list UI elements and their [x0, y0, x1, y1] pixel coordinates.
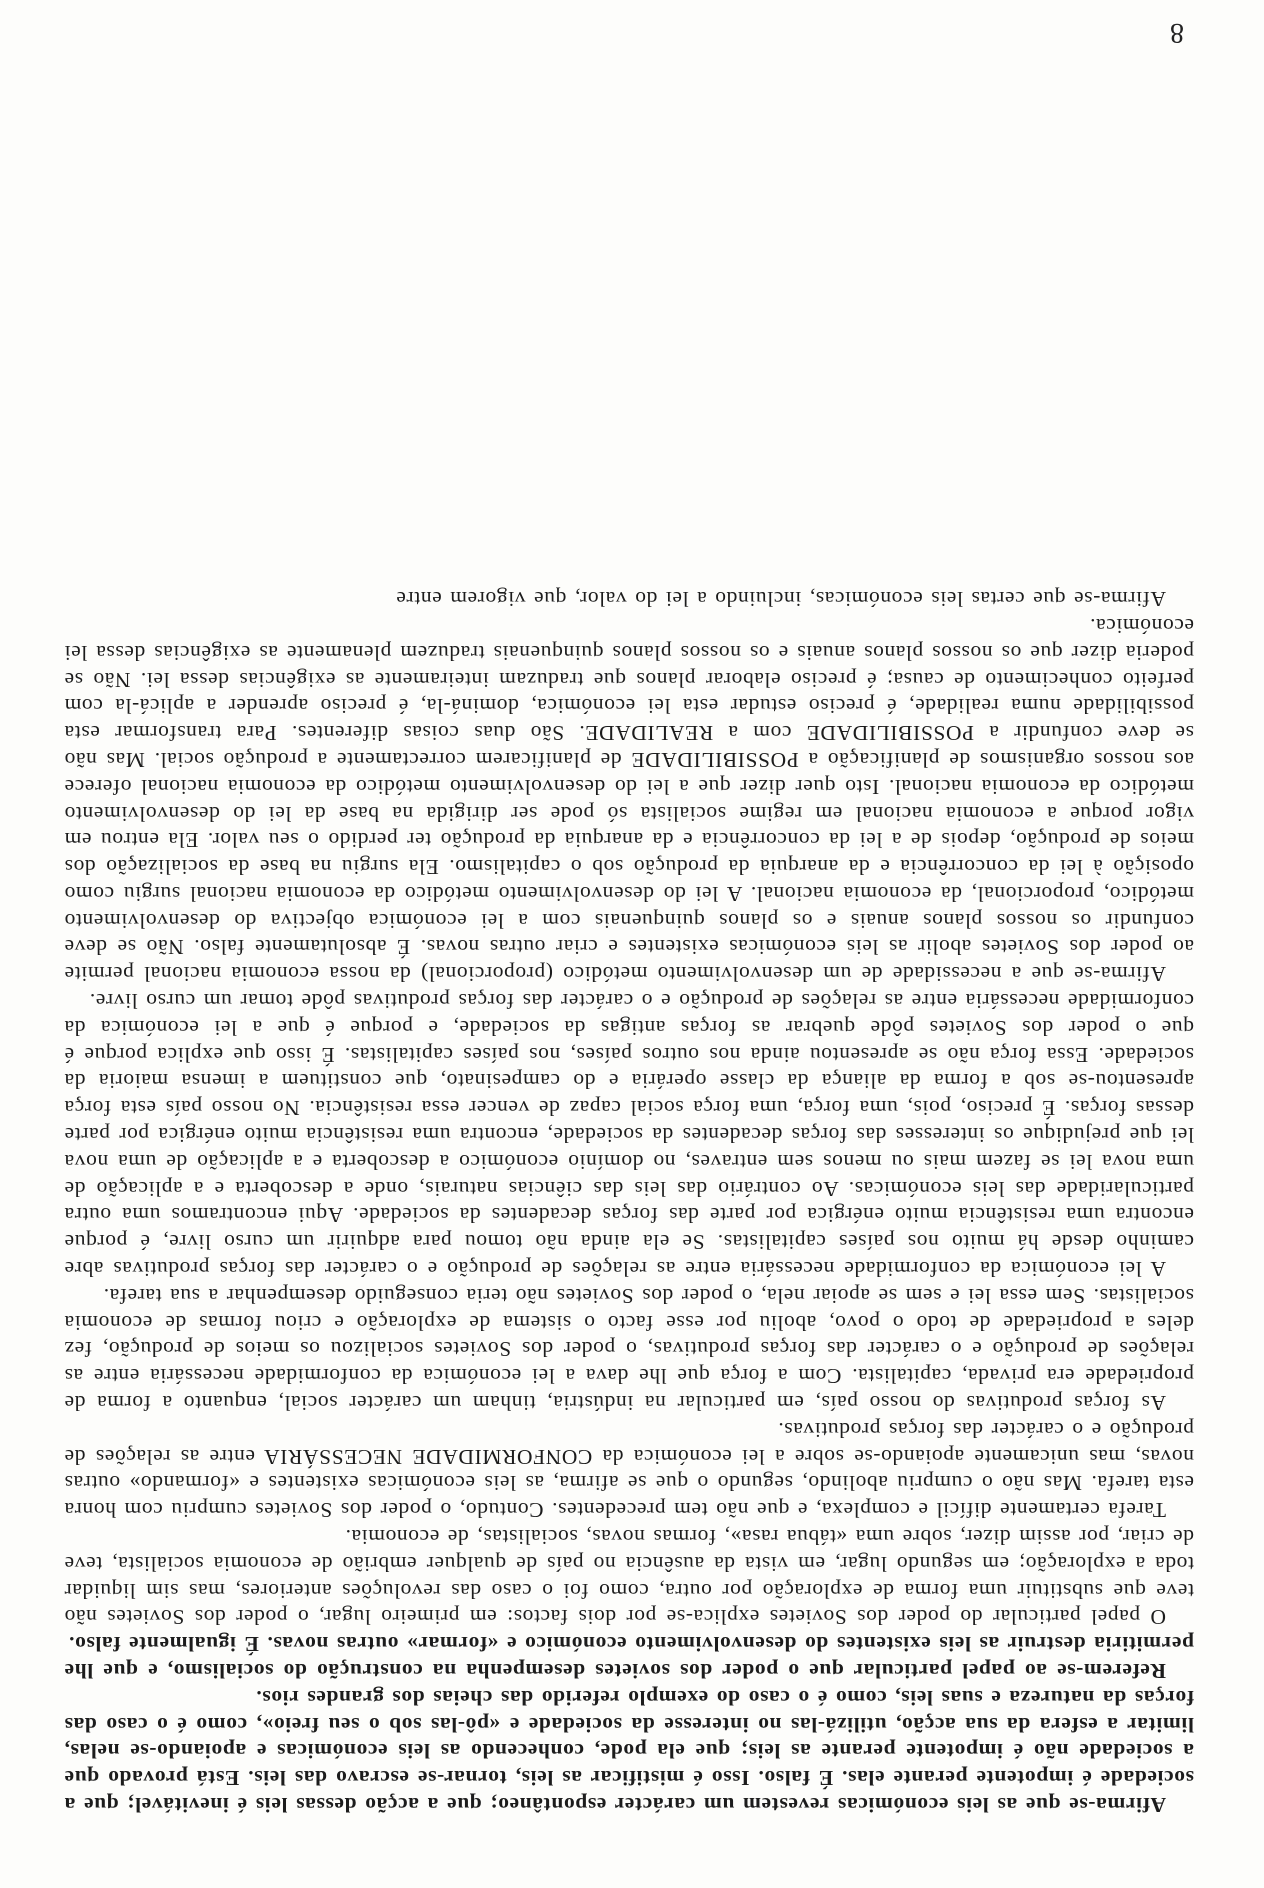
paragraph-2: Referem-se ao papel particular que o poder dos sovietes desempenha na construção do socialismo, e que lhe permitiria destruir as leis existentes do desenvolvimento económico e «formar» outras novas. É igualmente falso. — [64, 1632, 1194, 1684]
paragraph-7: Afirma-se que a necessidade de um desenvolvimento metódico (proporcional) da nossa economia nacional permite ao poder dos Sovietes abolir as leis económicas existentes e criar outras novas. É absolutamente falso. Não se deve confundir os nossos planos anuais e os planos quinquenais com a lei económica objectiva do desenvolvimento metódico, proporcional, da economia nacional. A lei do desenvolvimento metódico da economia nacional surgiu como oposição à lei da concorrência e da anarquia da produção sob o capitalismo. Ela surgiu na base da socialização dos meios de produção, depois de a lei da concorrência e da anarquia da produção ter perdido o seu valor. Ela entrou em vigor porque a economia nacional em regime socialista só pode ser dirigida na base da lei do desenvolvimento metódico da economia nacional. Isto quer dizer que a lei do desenvolvimento metódico da economia nacional oferece aos nossos organismos de planificação a POSSIBILIDADE de planificarem correctamente a produção social. Mas não se deve confundir a POSSIBILIDADE com a REALIDADE. São duas coisas diferentes. Para transformar esta possibilidade numa realidade, é preciso estudar esta lei económica, dominá-la, é preciso aprender a aplicá-la com perfeito conhecimento de causa; é preciso elaborar planos que traduzam inteiramente as exigências dessa lei. Não se poderia dizer que os nossos planos anuais e os nossos planos quinquenais traduzem plenamente as exigências dessa lei económica. — [64, 613, 1194, 987]
paragraph-4: Tarefa certamente difícil e complexa, e que não tem precedentes. Contudo, o poder dos Sovietes cumpriu com honra esta tarefa. Mas não o cumpriu abolindo, segundo o que se afirma, as leis económicas existentes e «formando» outras novas, mas unicamente apoiando-se sobre a lei económica da CONFORMIDADE NECESSÁRIA entre as relações de produção e o carácter das forças produtivas. — [64, 1417, 1194, 1523]
paragraph-5: As forças produtivas do nosso país, em particular na indústria, tinham um carácter social, enquanto a forma de propriedade era privada, capitalista. Com a força que lhe dava a lei económica da conformidade necessária entre as relações de produção e o carácter das forças produtivas, o poder dos Sovietes socializou os meios de produção, fez deles a propriedade de todo o povo, aboliu por esse facto o sistema de exploração e criou formas de economia socialistas. Sem essa lei e sem se apoiar nela, o poder dos Sovietes não teria conseguido desempenhar a sua tarefa. — [64, 1283, 1194, 1416]
paragraph-3: O papel particular do poder dos Sovietes explica-se por dois factos: em primeiro lugar, o poder dos Sovietes não teve que substituir uma forma de exploração por outra, como foi o caso das revoluções anteriores, mas sim liquidar toda a exploração; em segundo lugar, em vista da ausência no país de qualquer embrião de economia socialista, teve de criar, por assim dizer, sobre uma «tábua rasa», formas novas, socialistas, de economia. — [64, 1525, 1194, 1630]
paragraph-6: A lei económica da conformidade necessária entre as relações de produção e o carácter das forças produtivas abre caminho desde há muito nos países capitalistas. Se ela ainda não tomou para adquirir um curso livre, é porque encontra uma resistência muito enérgica por parte das forças decadentes da sociedade. Aqui encontramos uma outra particularidade das leis económicas. Ao contrário das leis das ciências naturais, onde a descoberta e a aplicação de uma nova lei se fazem mais ou menos sem entraves, no domínio económico a descoberta e a aplicação de uma nova lei que prejudique os interesses das forças decadentes da sociedade, encontra uma resistência muito enérgica por parte dessas forças. É preciso, pois, uma força, uma força social capaz de vencer essa resistência. No nosso país esta força apresentou-se sob a forma da aliança da classe operária e do campesinato, que constituem a imensa maioria da sociedade. Essa força não se apresentou ainda nos outros países, nos países capitalistas. É isso que explica porque é que o poder dos Sovietes pôde quebrar as forças antigas da sociedade, e porque é que a lei económica da conformidade necessária entre as relações de produção e o carácter das forças produtivas pôde tomar um curso livre. — [64, 989, 1194, 1282]
paragraph-1: Afirma-se que as leis económicas revestem um carácter espontâneo; que a acção dessas leis é inevitável; que a sociedade é impotente perante elas. É falso. Isso é mistificar as leis, tornar-se escravo das leis. Está provado que a sociedade não é impotente perante as leis; que ela pode, conhecendo as leis económicas e apoiando-se nelas, limitar a esfera da sua acção, utilizá-las no interesse da sociedade e «pô-las sob o seu freio», como é o caso das forças da natureza e suas leis, como é o caso do exemplo referido das cheias dos grandes rios. — [64, 1685, 1194, 1817]
paragraph-8: Afirma-se que certas leis económicas, incluindo a lei do valor, que vigorem entre — [395, 587, 1166, 612]
body-text — [64, 58, 1194, 1818]
page-number: 8 — [1170, 17, 1184, 48]
